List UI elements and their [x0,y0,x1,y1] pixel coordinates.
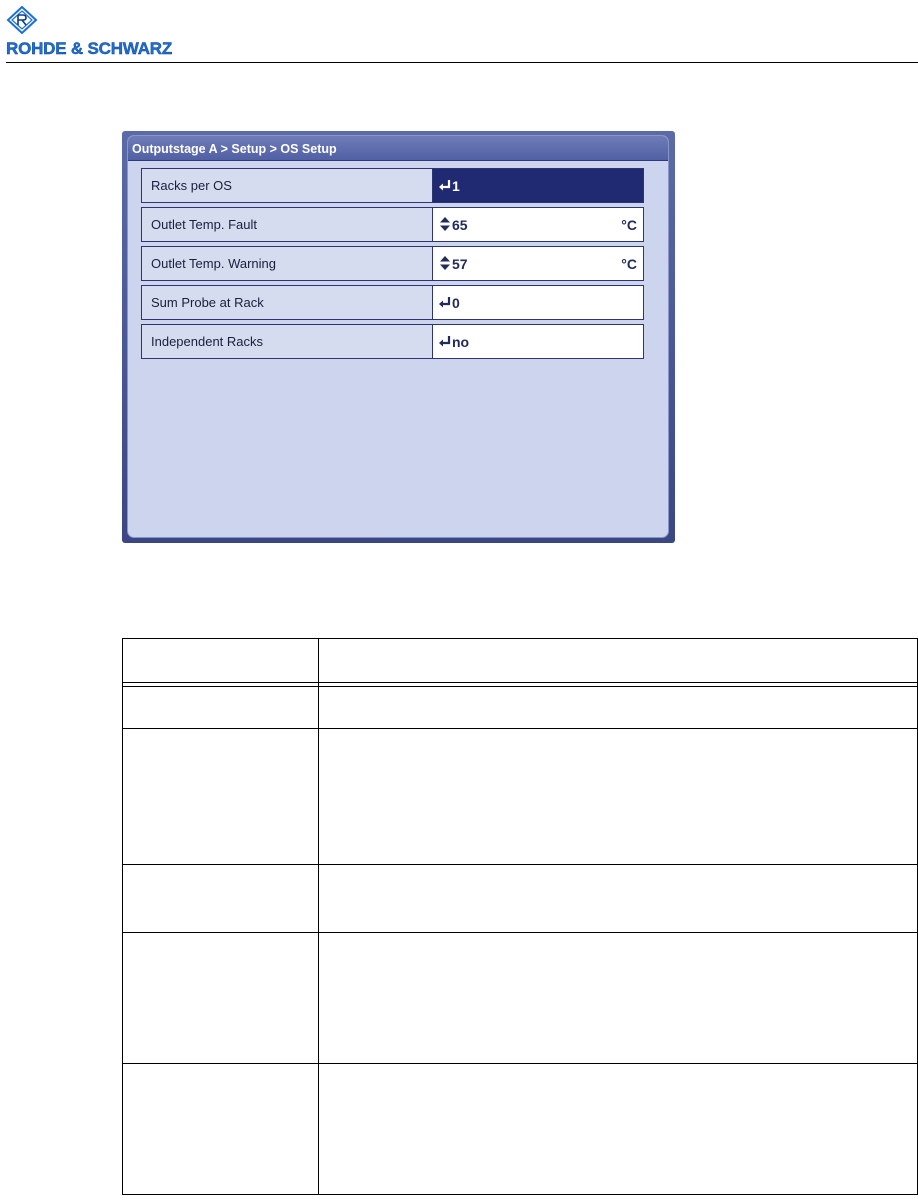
setting-value: 57 [452,256,468,272]
settings-list [141,168,644,363]
setting-unit: °C [621,217,637,233]
up-down-arrows-icon [438,216,452,232]
table-header-rule [122,682,918,683]
setting-label: Independent Racks [141,324,433,359]
os-setup-window [122,131,675,543]
setting-value-field[interactable] [433,324,644,359]
table-row-divider [122,864,918,865]
setting-value-field[interactable] [433,246,644,281]
setting-row-outlet-temp-fault[interactable] [141,207,644,242]
setting-value: 65 [452,217,468,233]
table-header-rule [122,686,918,687]
rs-diamond-logo-icon [6,6,38,34]
setting-row-sum-probe-at-rack[interactable] [141,285,644,320]
setting-label: Sum Probe at Rack [141,285,433,320]
brand-name: ROHDE & SCHWARZ [6,39,173,58]
window-titlebar [128,136,668,161]
parameter-table [122,638,918,1195]
setting-value: 1 [452,178,460,194]
enter-icon [438,177,452,193]
setting-label: Outlet Temp. Warning [141,246,433,281]
enter-icon [438,294,452,310]
table-border-bottom [122,1194,918,1195]
setting-value: 0 [452,295,460,311]
enter-icon [438,333,452,349]
setting-label: Outlet Temp. Fault [141,207,433,242]
setting-row-outlet-temp-warning[interactable] [141,246,644,281]
table-row-divider [122,1063,918,1064]
brand-header [6,6,236,56]
setting-value-field[interactable] [433,207,644,242]
setting-value-field[interactable] [433,285,644,320]
setting-label: Racks per OS [141,168,433,203]
setting-unit: °C [621,256,637,272]
breadcrumb: Outputstage A > Setup > OS Setup [132,142,337,156]
table-border-left [122,638,123,1195]
setting-row-independent-racks[interactable] [141,324,644,359]
header-divider [6,62,918,63]
up-down-arrows-icon [438,255,452,271]
window-panel [127,135,669,538]
setting-value-field[interactable] [433,168,644,203]
table-row-divider [122,728,918,729]
setting-value: no [452,334,470,350]
table-border-top [122,638,918,639]
table-column-divider [318,638,319,1195]
setting-row-racks-per-os[interactable] [141,168,644,203]
table-row-divider [122,932,918,933]
